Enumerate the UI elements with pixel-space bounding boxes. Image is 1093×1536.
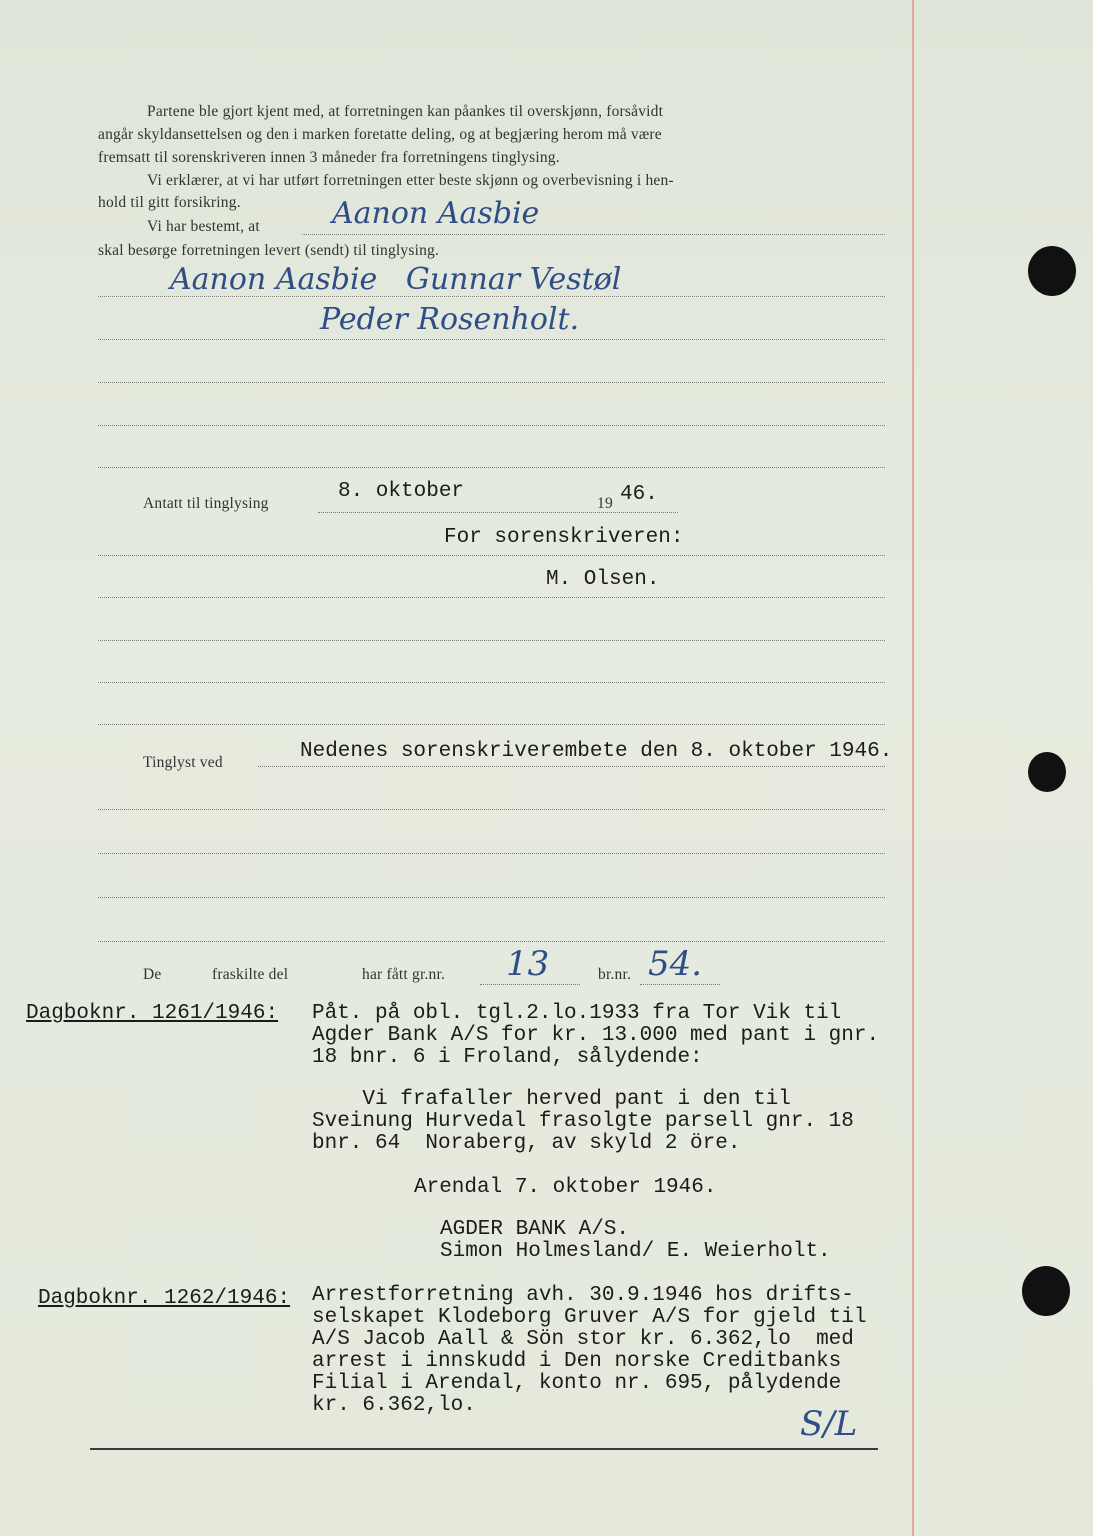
punch-hole [1028,752,1066,792]
dotted-rule [98,425,885,426]
dotted-rule [98,597,885,598]
entry1-quote-line: Vi frafaller herved pant i den til [312,1088,791,1111]
antatt-date: 8. oktober [338,480,465,503]
dotted-rule [98,941,885,942]
preamble-line: hold til gitt forsikring. [98,194,241,211]
entry1-bank: AGDER BANK A/S. [440,1218,630,1241]
dotted-rule [98,724,885,725]
dotted-rule [98,296,885,297]
signature-line-1: Aanon Aasbie Gunnar Vestøl [170,262,622,297]
entry2-line: Filial i Arendal, konto nr. 695, pålydende [312,1372,842,1395]
dotted-rule [302,234,885,235]
dotted-rule [98,467,885,468]
tinglyst-value: Nedenes sorenskriverembete den 8. oktober 1946. [300,740,893,763]
entry2-line: kr. 6.362,lo. [312,1394,476,1417]
dotted-rule [98,640,885,641]
dotted-rule [258,766,885,767]
for-sorenskriveren: For sorenskriveren: [444,526,684,549]
dotted-rule [98,809,885,810]
entry1-line: Påt. på obl. tgl.2.lo.1933 fra Tor Vik til [312,1002,842,1025]
dotted-rule [318,512,678,513]
preamble-line: Partene ble gjort kjent med, at forretningen kan påankes til overskjønn, forsåvidt [147,103,664,120]
entry1-label: Dagboknr. 1261/1946: [26,1002,279,1025]
punch-hole [1022,1266,1070,1316]
dotted-rule [98,555,885,556]
bestemt-handwritten-name: Aanon Aasbie [332,196,540,231]
fraskilte-brnr-label: br.nr. [598,966,632,983]
antatt-year-suffix: 46. [620,483,658,506]
punch-hole [1028,246,1076,296]
entry1-place-date: Arendal 7. oktober 1946. [414,1176,717,1199]
entry2-initials: S/L [800,1404,858,1444]
dotted-rule [98,682,885,683]
preamble-line: fremsatt til sorenskriveren innen 3 måneder fra forretningens tinglysing. [98,149,560,166]
entry1-line: Agder Bank A/S for kr. 13.000 med pant i gnr. [312,1024,880,1047]
entry1-line: 18 bnr. 6 i Froland, sålydende: [312,1046,703,1069]
entry2-line: selskapet Klodeborg Gruver A/S for gjeld til [312,1306,867,1329]
preamble-line: angår skyldansettelsen og den i marken foretatte deling, og at begjæring herom må være [98,126,662,143]
dotted-rule [640,984,720,985]
dotted-rule [98,897,885,898]
bestemt-label: Vi har bestemt, at [147,218,260,235]
fraskilte-de: De [143,966,162,983]
preamble-line: Vi erklærer, at vi har utført forretningen etter beste skjønn og overbevisning i hen- [147,172,674,189]
dotted-rule [480,984,580,985]
besorge-line: skal besørge forretningen levert (sendt) til tinglysing. [98,242,440,259]
entry1-signers: Simon Holmesland/ E. Weierholt. [440,1240,831,1263]
tinglyst-label: Tinglyst ved [143,754,223,771]
fraskilte-brnr: 54. [648,944,703,984]
red-margin-line [912,0,914,1536]
dotted-rule [98,853,885,854]
antatt-signer: M. Olsen. [546,568,660,591]
fraskilte-gnr: 13 [506,944,550,984]
fraskilte-del: fraskilte del [212,966,289,983]
closing-rule [90,1448,878,1450]
entry2-line: A/S Jacob Aall & Sön stor kr. 6.362,lo med [312,1328,854,1351]
entry1-quote-line: Sveinung Hurvedal frasolgte parsell gnr. 18 [312,1110,854,1133]
fraskilte-har-fatt: har fått gr.nr. [362,966,446,983]
entry1-quote-line: bnr. 64 Noraberg, av skyld 2 öre. [312,1132,741,1155]
entry2-label: Dagboknr. 1262/1946: [38,1287,291,1310]
dotted-rule [98,339,885,340]
antatt-label: Antatt til tinglysing [143,495,269,512]
dotted-rule [98,382,885,383]
signature-line-2: Peder Rosenholt. [320,302,580,337]
entry2-line: arrest i innskudd i Den norske Creditbanks [312,1350,842,1373]
antatt-year-prefix: 19 [597,495,613,512]
entry2-line: Arrestforretning avh. 30.9.1946 hos drifts- [312,1284,854,1307]
